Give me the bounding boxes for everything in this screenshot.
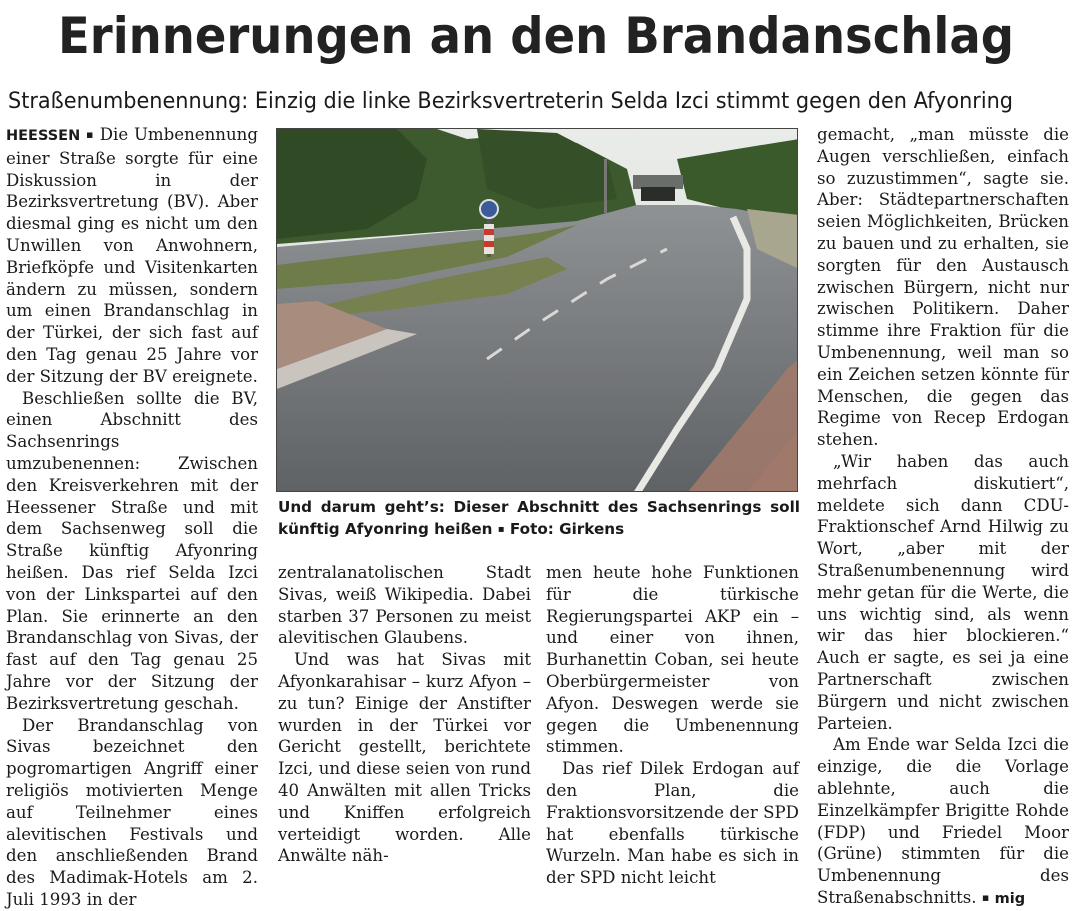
article-column-1 bbox=[6, 124, 258, 911]
paragraph: Und was hat Sivas mit Afyonkarahisar – kurz Afyon – zu tun? Einige der Anstifter wurden in der Türkei vor Gericht gestellt, berichtete Izci, und diese seien von rund 40 Anwälten mit allen Tricks und Kniffen erfolgreich verteidigt worden. Alle Anwälte näh- bbox=[278, 650, 531, 866]
photo-credit: Foto: Girkens bbox=[509, 520, 625, 538]
headline: Erinnerungen an den Brandanschlag bbox=[57, 7, 1015, 65]
road-photo-illustration bbox=[277, 129, 798, 492]
author-signature: mig bbox=[994, 890, 1026, 907]
paragraph bbox=[817, 734, 1069, 910]
dateline: HEESSEN bbox=[6, 128, 81, 144]
caption-text: Und darum geht’s: Dieser Abschnitt des Sachsenrings soll künftig Afyonring heißen bbox=[278, 498, 800, 538]
separator-square: ▪ bbox=[981, 890, 990, 904]
photo-caption bbox=[278, 496, 800, 541]
paragraph: „Wir haben das auch mehrfach diskutiert“, meldete sich dann CDU-Fraktionschef Arnd Hilwig zu Wort, „aber mit der Straßenumbenennung wird mehr getan für die Werte, die uns wichtig sind, als wenn wir das hier blockieren.“ Auch er sagte, es sei ja eine Partnerschaft zwischen Bürgern und nicht zwischen Parteien. bbox=[817, 451, 1069, 733]
paragraph: Das rief Dilek Erdogan auf den Plan, die Fraktionsvorsitzende der SPD hat ebenfalls türkische Wurzeln. Man habe es sich in der SPD nicht leicht bbox=[546, 759, 799, 888]
separator-square: ▪ bbox=[497, 524, 505, 535]
paragraph: Beschließen sollte die BV, einen Abschnitt des Sachsenrings umzubenennen: Zwischen den Kreisverkehren mit der Heessener Straße und mit dem Sachsenweg soll die Straße künftig Afyonring heißen. Das rief Selda Izci von der Linkspartei auf den Plan. Sie erinnerte an den Brandanschlag von Sivas, der fast auf den Tag genau 25 Jahre vor der Sitzung der Bezirksvertretung geschah. bbox=[6, 388, 258, 713]
paragraph: gemacht, „man müsste die Augen verschließen, einfach so zuzustimmen“, sagte sie. Aber: Städtepartnerschaften seien Möglichkeiten, Brücken zu bauen und zu erhalten, sie sorgten für den Austausch zwischen Bürgern, nicht nur zwischen Politikern. Daher stimme ihre Fraktion für die Umbenennung, weil man so ein Zeichen setzen könnte für Menschen, die gegen das Regime von Recep Erdogan stehen. bbox=[817, 125, 1069, 450]
paragraph-text: Am Ende war Selda Izci die einzige, die die Vorlage ablehnte, auch die Einzelkämpfer Brigitte Rohde (FDP) und Friedel Moor (Grüne) stimmten für die Umbenennung des Straßenabschnitts. bbox=[817, 735, 1069, 907]
paragraph: zentralanatolischen Stadt Sivas, weiß Wikipedia. Dabei starben 37 Personen zu meist alevitischen Glaubens. bbox=[278, 563, 531, 648]
paragraph: Der Brandanschlag von Sivas bezeichnet den pogromartigen Angriff einer religiös motivierten Menge auf Teilnehmer eines alevitischen Festivals und den anschließenden Brand des Madimak-Hotels am 2. Juli 1993 in der bbox=[6, 715, 258, 909]
paragraph: men heute hohe Funktionen für die türkische Regierungspartei AKP ein – und einer von ihnen, Burhanettin Coban, sei heute Oberbürgermeister von Afyon. Deswegen werde sie gegen die Umbenennung stimmen. bbox=[546, 563, 799, 757]
article-column-4 bbox=[817, 124, 1069, 911]
paragraph-text: Die Umbenennung einer Straße sorgte für eine Diskussion in der Bezirksvertretung (BV). Aber diesmal ging es nicht um den Unwillen von Anwohnern, Briefköpfe und Visitenkarten ändern zu müssen, sondern um einen Brandanschlag in der Türkei, der sich fast auf den Tag genau 25 Jahre vor der Sitzung der BV ereignete. bbox=[6, 125, 258, 386]
article-photo bbox=[276, 128, 798, 492]
article-column-2 bbox=[278, 562, 531, 867]
paragraph bbox=[6, 124, 258, 388]
subheadline: Straßenumbenennung: Einzig die linke Bezirksvertreterin Selda Izci stimmt gegen den Afyonring bbox=[8, 88, 1014, 114]
separator-square: ▪ bbox=[86, 128, 94, 141]
article-column-3 bbox=[546, 562, 799, 889]
